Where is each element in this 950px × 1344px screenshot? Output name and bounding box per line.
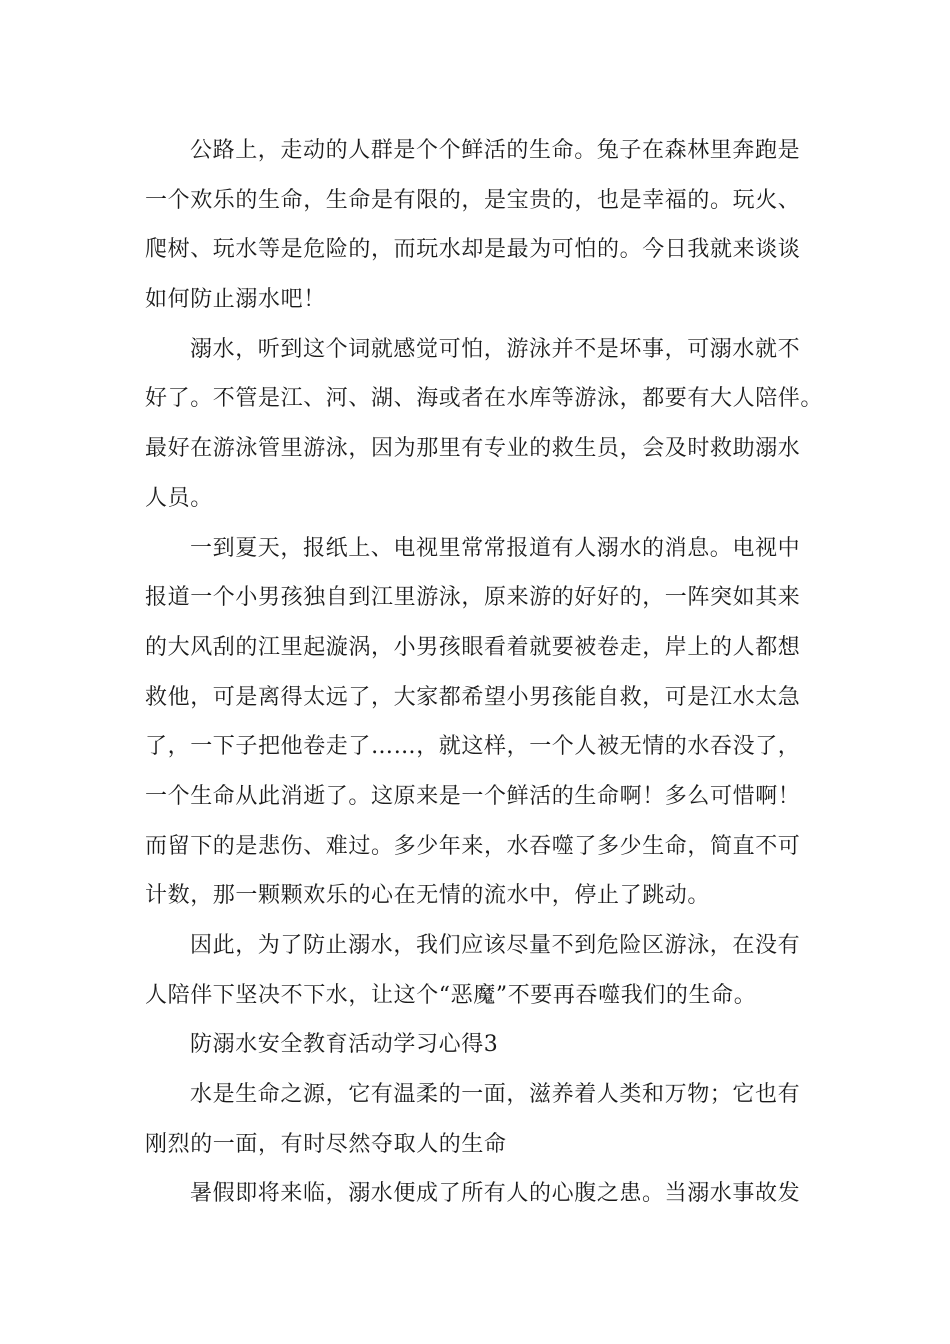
paragraph-6-line-1: 暑假即将来临，溺水便成了所有人的心腹之患。当溺水事故发	[190, 1181, 801, 1206]
paragraph-3-line-3: 的大风刮的江里起漩涡，小男孩眼看着就要被卷走，岸上的人都想	[145, 635, 801, 660]
paragraph-4-line-2: 人陪伴下坚决不下水，让这个“恶魔”不要再吞噬我们的生命。	[145, 983, 757, 1008]
paragraph-2-line-1: 溺水，听到这个词就感觉可怕，游泳并不是坏事，可溺水就不	[190, 337, 801, 362]
paragraph-1-line-3: 爬树、玩水等是危险的，而玩水却是最为可怕的。今日我就来谈谈	[145, 237, 801, 262]
paragraph-3-line-6: 一个生命从此消逝了。这原来是一个鲜活的生命啊！多么可惜啊！	[145, 784, 801, 809]
paragraph-2-line-3: 最好在游泳管里游泳，因为那里有专业的救生员，会及时救助溺水	[145, 436, 801, 461]
paragraph-1-line-2: 一个欢乐的生命，生命是有限的，是宝贵的，也是幸福的。玩火、	[145, 188, 801, 213]
paragraph-3-line-2: 报道一个小男孩独自到江里游泳，原来游的好好的，一阵突如其来	[145, 585, 801, 610]
paragraph-3-line-8: 计数，那一颗颗欢乐的心在无情的流水中，停止了跳动。	[145, 883, 711, 908]
paragraph-1-line-4: 如何防止溺水吧！	[145, 287, 326, 312]
paragraph-5-line-1: 水是生命之源，它有温柔的一面，滋养着人类和万物；它也有	[190, 1082, 801, 1107]
paragraph-2-line-4: 人员。	[145, 486, 213, 511]
paragraph-4-line-1: 因此，为了防止溺水，我们应该尽量不到危险区游泳，在没有	[190, 933, 801, 958]
paragraph-5-line-2: 刚烈的一面，有时尽然夺取人的生命	[145, 1132, 507, 1157]
paragraph-3-line-4: 救他，可是离得太远了，大家都希望小男孩能自救，可是江水太急	[145, 685, 801, 710]
paragraph-1-line-1: 公路上，走动的人群是个个鲜活的生命。兔子在森林里奔跑是	[190, 138, 801, 163]
section-heading: 防溺水安全教育活动学习心得3	[190, 1032, 499, 1057]
paragraph-3-line-7: 而留下的是悲伤、难过。多少年来，水吞噬了多少生命，简直不可	[145, 834, 801, 859]
paragraph-2-line-2: 好了。不管是江、河、湖、海或者在水库等游泳，都要有大人陪伴。	[145, 386, 824, 411]
paragraph-3-line-1: 一到夏天，报纸上、电视里常常报道有人溺水的消息。电视中	[190, 536, 801, 561]
paragraph-3-line-5: 了，一下子把他卷走了……，就这样，一个人被无情的水吞没了，	[145, 734, 801, 759]
